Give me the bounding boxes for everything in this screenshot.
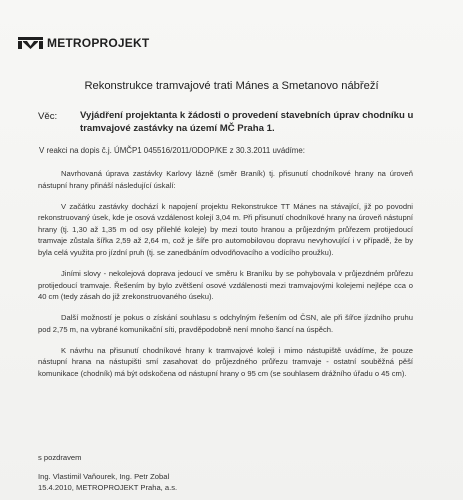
paragraph: K návrhu na přisunutí chodníkové hrany k tramvajové koleji i mimo nástupiště uvádíme, že pouze nástupní hrana na nástupišti smí zasahovat do průjezdného průřezu tramvaje - ostatní souběžná pěší komunikace (chodník) má být odskočena od nástupní hrany o 95 cm (se souhlasem drážního úřadu o 45 cm). <box>38 345 413 378</box>
paragraph: Jiními slovy - nekolejová doprava jedoucí ve směru k Braníku by se pohybovala v průjezdném průřezu protijedoucí tramvaje. Řešením by bylo zvětšení osové vzdálenosti mezi tramvajovými kolejemi nejlépe cca o 40 cm (tedy zásah do již zrekonstruovaného úseku). <box>38 268 413 302</box>
subject-text: Vyjádření projektanta k žádosti o provedení stavebních úprav chodníku u tramvajové zastávky na území MČ Praha 1. <box>80 110 414 134</box>
date-place: 15.4.2010, METROPROJEKT Praha, a.s. <box>38 483 178 493</box>
company-logo <box>18 37 149 49</box>
signatories: Ing. Vlastimil Vaňourek, Ing. Petr Zobal <box>38 472 170 482</box>
reference-line: V reakci na dopis č.j. ÚMČP1 045516/2011/ODOP/KE z 30.3.2011 uvádíme: <box>39 146 305 155</box>
logo-text: METROPROJEKT <box>47 36 150 50</box>
subject-label: Věc: <box>38 111 58 122</box>
closing-greeting: s pozdravem <box>38 453 82 462</box>
letter-body <box>38 168 413 389</box>
metroprojekt-logo-icon <box>18 37 43 49</box>
paragraph: Další možností je pokus o získání souhlasu s odchylným řešením od ČSN, ale při šířce jízdního pruhu pod 2,75 m, na vybrané komunikační síti, pravděpodobně není mnoho šancí na úspěch. <box>38 313 413 334</box>
closing-block <box>38 452 177 494</box>
paragraph: Navrhovaná úprava zastávky Karlovy lázně (směr Braník) tj. přisunutí chodníkové hrany na úroveň nástupní hrany přináší následující úskalí: <box>38 169 413 190</box>
document-title: Rekonstrukce tramvajové trati Mánes a Smetanovo nábřeží <box>84 80 379 92</box>
paragraph: V začátku zastávky dochází k napojení projektu Rekonstrukce TT Mánes na stávající, již po povodni rekonstruovaný úsek, kde je osová vzdálenost kolejí 3,04 m. Při přisunutí chodníkové hrany na úroveň nástupní hrany (tj. 1,30 až 1,35 m od osy přilehlé koleje) by mezi touto hranou a průjezdným průřezem protijedoucí tramvaje zůstala šířka 2,59 až 2,64 m, což je šíře pro automobilovou dopravu nevyhovující i v případě, že by byla celá využita pro jízdní pruh (tj. se zanedbáním odvodňovacího a vodícího proužku). <box>38 201 413 257</box>
